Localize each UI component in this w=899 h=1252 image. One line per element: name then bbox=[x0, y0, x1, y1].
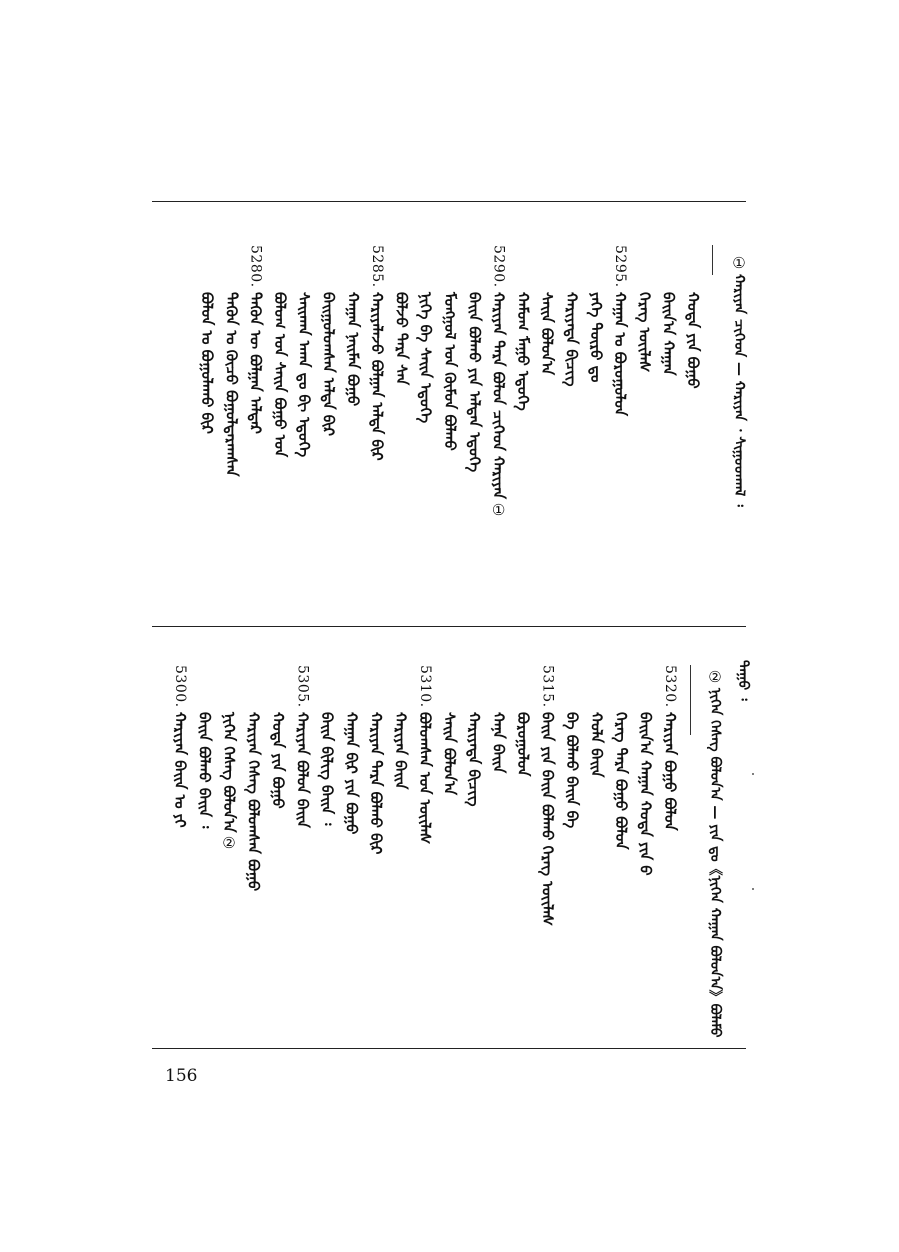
verse-text: ᠬᠠᠷᠢᠶᠠᠨ ᠲᠡᠷᠡ ᠪᠣᠯᠤᠨ ᠴᠢᠭᠡᠳ ᠬᠠᠷᠢᠶᠠᠨ bbox=[489, 291, 508, 499]
verse-text: ᠬᠠᠭᠠᠨ ᠨᠠᠢᠮᠠᠨ ᠪᠣᠭᠤ bbox=[343, 291, 362, 406]
line-number: 5280. bbox=[247, 245, 264, 288]
verse-line bbox=[363, 665, 389, 854]
verse-text: ᠬᠠᠷᠢᠶᠠᠨ ᠪᠣᠭᠤ ᠪᠣᠯᠤᠨ bbox=[661, 711, 679, 831]
verse-text: ᠰᠠᠢᠨ ᠪᠣᠯᠤᠨ᠎ᠠ bbox=[538, 291, 557, 375]
verse-line bbox=[290, 665, 316, 827]
verse-text: ᠪᠠᠢᠨ ᠪᠣᠯᠬᠤ ᠪᠠᠢᠨ ᠄ bbox=[195, 711, 214, 828]
bottom-rule bbox=[152, 1048, 746, 1049]
verse-text: ᠨᠢᠭᠡᠨ ᠬᠡᠰᠡᠭ ᠪᠣᠯᠤᠨ᠎ᠠ bbox=[220, 711, 238, 833]
middle-rule bbox=[152, 626, 746, 627]
verse-text: ᠬᠠᠷᠢᠶᠠᠨ ᠬᠡᠰᠡᠭ ᠪᠣᠯᠤᠭᠰᠠᠨ ᠪᠣᠭᠤ bbox=[244, 711, 263, 891]
verse-line bbox=[608, 665, 634, 849]
verse-line bbox=[510, 665, 536, 776]
verse-line bbox=[364, 245, 390, 460]
verse-text: ᠰᠠᠢᠨ ᠪᠣᠯᠤᠨ᠎ᠠ bbox=[440, 711, 459, 795]
footnote-marker: ② bbox=[708, 668, 722, 686]
verse-text: ᠬᠣᠲᠠ ᠶᠢᠨ ᠪᠣᠭᠤ bbox=[684, 291, 702, 389]
verse-text: ᠲᠡᠭᠦᠨ ᠤ ᠬᠦᠴᠦ ᠪᠣᠭᠤᠯᠳᠠᠷᠠᠭᠰᠠᠨ bbox=[222, 291, 241, 477]
verse-text: ᠪᠠᠢᠨ᠎ᠠ ᠬᠠᠭᠠᠨ bbox=[659, 291, 678, 376]
verse-line bbox=[559, 245, 585, 386]
speck bbox=[752, 888, 754, 890]
verse-line bbox=[633, 665, 659, 875]
verse-text: ᠪᠠᠢᠨ ᠪᠣᠯᠬᠤ ᠶᠢᠨ ᠠᠯᠳᠠᠨ ᠡᠳᠦᠭᠡ bbox=[465, 291, 484, 472]
verse-text: ᠮᠣᠩᠭᠣᠯ ᠤᠨ ᠬᠦᠮᠦᠨ ᠪᠣᠯᠬᠤ bbox=[441, 291, 459, 451]
verse-line bbox=[192, 665, 218, 828]
verse-line bbox=[559, 665, 585, 828]
verse-line bbox=[680, 245, 706, 388]
verse-line bbox=[267, 245, 293, 457]
line-number: 5310. bbox=[417, 665, 433, 708]
line-number: 5300. bbox=[172, 665, 188, 708]
verse-text: ᠬᠣᠯᠠ ᠪᠠᠢᠨ bbox=[587, 711, 606, 778]
verse-line bbox=[216, 665, 242, 854]
verse-text: ᠬᠣᠲᠠ ᠶᠢᠨ ᠪᠣᠭᠤ bbox=[269, 711, 287, 809]
verse-line bbox=[265, 665, 291, 808]
line-number: 5305. bbox=[294, 665, 311, 708]
verse-line bbox=[291, 245, 317, 457]
verse-text: ᠬᠠᠭᠠᠨ ᠪᠢᠷ ᠶᠢᠨ ᠪᠣᠭᠤ bbox=[342, 711, 361, 834]
line-number: 5295. bbox=[612, 245, 629, 288]
line-number: 5315. bbox=[539, 665, 556, 708]
upper-footnote bbox=[727, 252, 751, 507]
line-number: 5285. bbox=[369, 245, 386, 288]
verse-line bbox=[243, 245, 269, 434]
footnote-marker: ① bbox=[732, 254, 746, 272]
speck bbox=[752, 773, 754, 775]
verse-line bbox=[656, 245, 682, 375]
verse-line bbox=[584, 665, 610, 777]
verse-text: ᠪᠣᠯᠤᠭᠰᠠᠨ ᠤᠨ ᠦᠢᠯᠡᠰ bbox=[416, 711, 434, 844]
verse-text: ᠬᠠᠷᠢᠶᠠᠨ ᠲᠡᠷᠡ ᠪᠣᠯᠬᠤ ᠪᠢᠷ bbox=[367, 711, 385, 854]
footnote-ref-marker: ① bbox=[491, 500, 506, 519]
verse-line bbox=[241, 665, 267, 891]
verse-line bbox=[194, 245, 220, 433]
verse-line bbox=[583, 245, 609, 382]
verse-text: ᠪᠡ ᠪᠣᠯᠬᠤ ᠪᠠᠢᠨ ᠪᠡ bbox=[563, 711, 581, 828]
verse-text: ᠲᠡᠭᠦᠨ ᠦ ᠪᠣᠯᠭᠠᠨ ᠠᠯᠳᠠᠷ bbox=[246, 291, 265, 434]
footnote-text: ᠲᠠᠭᠤ ᠄ bbox=[735, 660, 751, 701]
verse-text: ᠶᠡᠬᠡ ᠲᠦᠷᠦ ᠳᠤ bbox=[586, 291, 605, 382]
verse-text: ᠪᠣᠷᠣᠭᠤᠯᠤᠨ bbox=[514, 711, 532, 776]
footnote-text: ᠨᠢᠭᠡᠨ ᠬᠡᠰᠡᠭ ᠪᠣᠯᠤᠨ᠎ᠠ — ᠶᠢᠨ ᠳᠤ《ᠨᠢᠭᠡᠨ ᠬᠠᠭᠠᠨ ᠪᠣᠯᠤᠨ᠎ᠠ》ᠪᠣᠯᠠᠮᠤ bbox=[707, 688, 723, 1038]
verse-line bbox=[657, 665, 683, 830]
verse-text: ᠰᠠᠢᠬᠠᠨ ᠠᠬᠠ ᠳᠤ ᠪᠢ ᠡᠳᠦᠭᠡ bbox=[295, 291, 314, 457]
verse-text: ᠬᠠᠷᠢᠶᠠᠨ ᠪᠣᠯᠤᠨ ᠪᠠᠢᠨ bbox=[293, 711, 312, 828]
line-number: 5320. bbox=[662, 665, 678, 708]
verse-line bbox=[340, 245, 366, 406]
verse-line bbox=[167, 665, 193, 827]
verse-text: ᠬᠠᠮᠤᠭ ᠮᠠᠭᠤ ᠡᠳᠦᠭᠡ bbox=[513, 291, 532, 411]
verse-line bbox=[413, 245, 439, 423]
verse-text: ᠬᠡᠷᠡᠭ ᠲᠡᠷᠡ ᠪᠣᠭᠤ ᠪᠣᠯᠤᠨ bbox=[612, 711, 630, 850]
verse-text: ᠬᠠᠷᠢᠶᠠᠯᠠᠵᠤ ᠪᠣᠯᠭᠠᠨ ᠠᠯᠳᠠ ᠪᠢᠷ bbox=[368, 291, 387, 461]
verse-text: ᠬᠠᠷᠢᠶᠠᠨ ᠪᠠᠢᠨ ᠤ ᠶᠢ bbox=[171, 711, 189, 828]
verse-line bbox=[607, 245, 633, 416]
lower-footnote-prefix bbox=[731, 660, 755, 701]
lower-footnote-rule bbox=[690, 665, 691, 735]
verse-text: ᠬᠠᠷᠢᠶᠠᠲᠠ ᠪᠢᠴᠢᠭ bbox=[465, 711, 483, 807]
verse-text: ᠪᠣᠯᠵᠣ ᠲᠡᠷᠡ ᠰᠠᠨ bbox=[392, 291, 411, 385]
verse-text: ᠬᠠᠭᠠᠨ ᠤ ᠪᠣᠷᠣᠭᠤᠯᠤᠨ bbox=[611, 291, 630, 416]
verse-line bbox=[631, 245, 657, 372]
verse-text: ᠪᠠᠢᠨ᠎ᠠ ᠬᠠᠭᠠᠨ ᠬᠣᠲᠠ ᠶᠢᠨ ᠪ bbox=[636, 711, 655, 876]
verse-line bbox=[314, 665, 340, 825]
verse-line bbox=[486, 245, 512, 521]
verse-line bbox=[218, 245, 244, 476]
verse-text: ᠪᠠᠢᠭᠤᠯᠤᠭᠰᠠᠨ ᠠᠯᠳᠠ ᠪᠢᠷ bbox=[319, 291, 338, 436]
footnote-ref-marker: ② bbox=[222, 834, 236, 853]
verse-text: ᠨᠢᠭᠡ ᠪᠡ ᠰᠠᠢᠨ ᠡᠳᠦᠭᠡ bbox=[416, 291, 435, 423]
verse-line bbox=[388, 245, 414, 385]
upper-footnote-rule bbox=[712, 245, 713, 275]
verse-text: ᠬᠠᠷᠢᠶᠠᠨ ᠪᠠᠢᠨ bbox=[391, 711, 410, 789]
top-rule bbox=[152, 201, 746, 202]
verse-text: ᠪᠠᠢᠨ ᠶᠢᠨ ᠪᠠᠢᠨ ᠪᠣᠯᠬᠤ ᠬᠡᠷᠡᠭ ᠦᠢᠯᠡᠰ bbox=[538, 711, 557, 926]
line-number: 5290. bbox=[490, 245, 507, 288]
verse-line bbox=[486, 665, 512, 773]
verse-line bbox=[388, 665, 414, 789]
verse-line bbox=[535, 665, 561, 925]
verse-line bbox=[510, 245, 536, 410]
footnote-text: ᠬᠠᠷᠢᠶᠠᠨ ᠴᠢᠭᠡᠳ — ᠬᠠᠷᠢᠶᠠᠨ ᠂ ᠰᠢᠭᠤᠳᠬᠠᠯ ᠄ bbox=[731, 274, 747, 507]
verse-text: ᠬᠠᠷᠢᠶᠠᠲᠠ ᠪᠢᠴᠢᠭ bbox=[562, 291, 581, 387]
verse-line bbox=[437, 665, 463, 795]
verse-text: ᠪᠠᠢᠨ ᠪᠢᠯᠢᠭ ᠪᠠᠢᠨ ᠄ bbox=[318, 711, 336, 826]
verse-text: ᠬᠠᠨᠠ ᠪᠠᠢᠨ bbox=[489, 711, 508, 773]
verse-line bbox=[339, 665, 365, 834]
verse-text: ᠪᠣᠯᠤᠨ ᠤ ᠪᠣᠭᠤᠯᠠᠬᠤ ᠪᠢᠷ bbox=[198, 291, 216, 434]
verse-line bbox=[534, 245, 560, 375]
verse-text: ᠪᠤᠯᠤᠭ ᠤᠨ ᠰᠠᠢᠨ ᠪᠣᠭᠤ ᠤᠨ bbox=[270, 291, 289, 457]
page-number: 156 bbox=[165, 1066, 198, 1086]
lower-footnote bbox=[703, 666, 727, 1037]
verse-line bbox=[316, 245, 342, 436]
verse-line bbox=[412, 665, 438, 844]
verse-text: ᠬᠡᠷᠡᠭ ᠦᠢᠯᠡᠰ bbox=[635, 291, 654, 372]
verse-line bbox=[461, 245, 487, 472]
verse-line bbox=[437, 245, 463, 450]
verse-line bbox=[461, 665, 487, 806]
